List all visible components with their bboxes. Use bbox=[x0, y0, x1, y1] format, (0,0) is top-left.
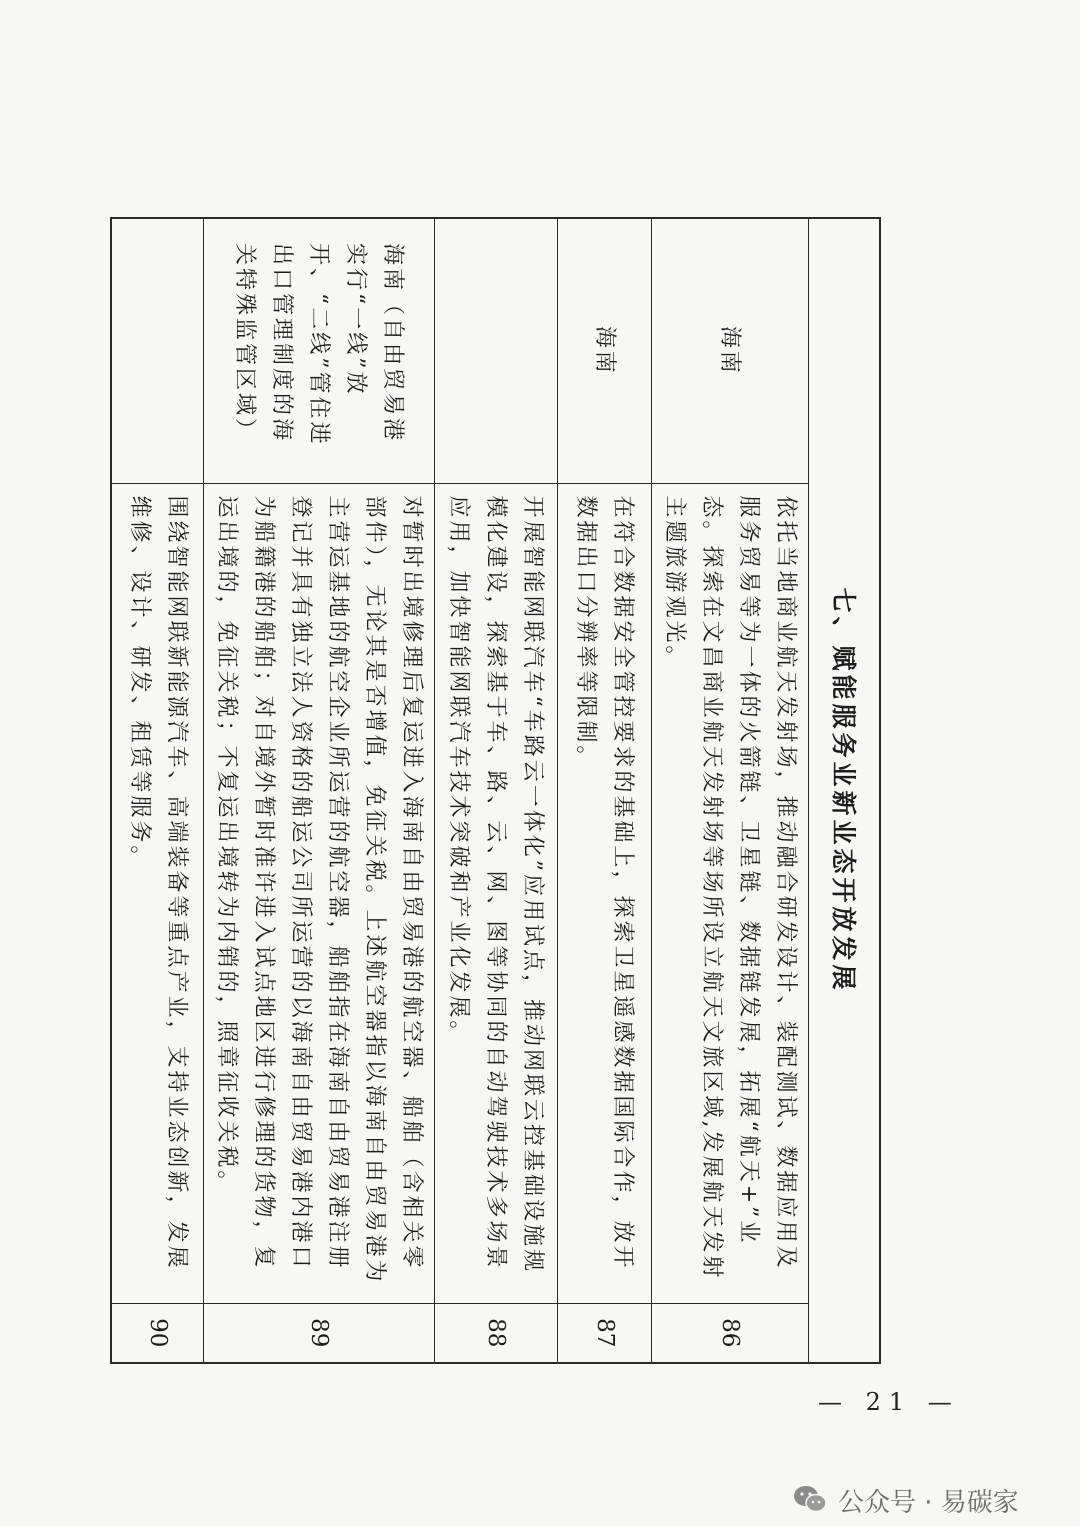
table-row bbox=[652, 218, 809, 1363]
page-number: — 21 — bbox=[818, 1388, 960, 1416]
row-number: 87 bbox=[558, 1303, 652, 1363]
region-cell: 海南（自由贸易港实行“一线”放开、“二线”管住进出口管理制度的海关特殊监管区域） bbox=[204, 218, 435, 483]
region-cell: 海南 bbox=[558, 218, 652, 483]
content-cell: 依托当地商业航天发射场，推动融合研发设计、装配测试、数据应用及服务贸易等为一体的火箭链、卫星链、数据链发展，拓展“航天+”业态。探索在文昌商业航天发射场等场所设立航天文旅区域,发展航天发射主题旅游观光。 bbox=[652, 483, 809, 1303]
policy-table bbox=[111, 217, 882, 1364]
section-title: 七、赋能服务业新业态开放发展 bbox=[809, 218, 881, 1363]
row-number: 90 bbox=[112, 1303, 204, 1363]
watermark-text: 公众号 · 易碳家 bbox=[838, 1487, 1019, 1518]
table-row bbox=[204, 218, 435, 1363]
rotated-table-container bbox=[126, 217, 881, 1362]
row-number: 88 bbox=[435, 1303, 558, 1363]
row-number: 89 bbox=[204, 1303, 435, 1363]
region-cell bbox=[112, 218, 204, 483]
region-cell bbox=[435, 218, 558, 483]
wechat-icon bbox=[792, 1484, 828, 1516]
watermark bbox=[792, 1482, 1019, 1518]
table-row bbox=[558, 218, 652, 1363]
section-title-row bbox=[809, 218, 881, 1363]
row-number: 86 bbox=[652, 1303, 809, 1363]
content-cell: 围绕智能网联新能源汽车、高端装备等重点产业，支持业态创新，发展维修、设计、研发、租赁等服务。 bbox=[112, 483, 204, 1303]
region-cell: 海南 bbox=[652, 218, 809, 483]
content-cell: 对暂时出境修理后复运进入海南自由贸易港的航空器、船舶（含相关零部件），无论其是否增值，免征关税。上述航空器指以海南自由贸易港为主营运基地的航空企业所运营的航空器，船舶指在海南自由贸易港注册登记并具有独立法人资格的船运公司所运营的以海南自由贸易港内港口为船籍港的船舶；对自境外暂时准许进入试点地区进行修理的货物，复运出境的，免征关税；不复运出境转为内销的，照章征收关税。 bbox=[204, 483, 435, 1303]
table-row bbox=[435, 218, 558, 1363]
content-cell: 在符合数据安全管控要求的基础上，探索卫星遥感数据国际合作，放开数据出口分辨率等限制。 bbox=[558, 483, 652, 1303]
table-row bbox=[112, 218, 204, 1363]
content-cell: 开展智能网联汽车“车路云一体化”应用试点，推动网联云控基础设施规模化建设，探索基于车、路、云、网、图等协同的自动驾驶技术多场景应用，加快智能网联汽车技术突破和产业化发展。 bbox=[435, 483, 558, 1303]
